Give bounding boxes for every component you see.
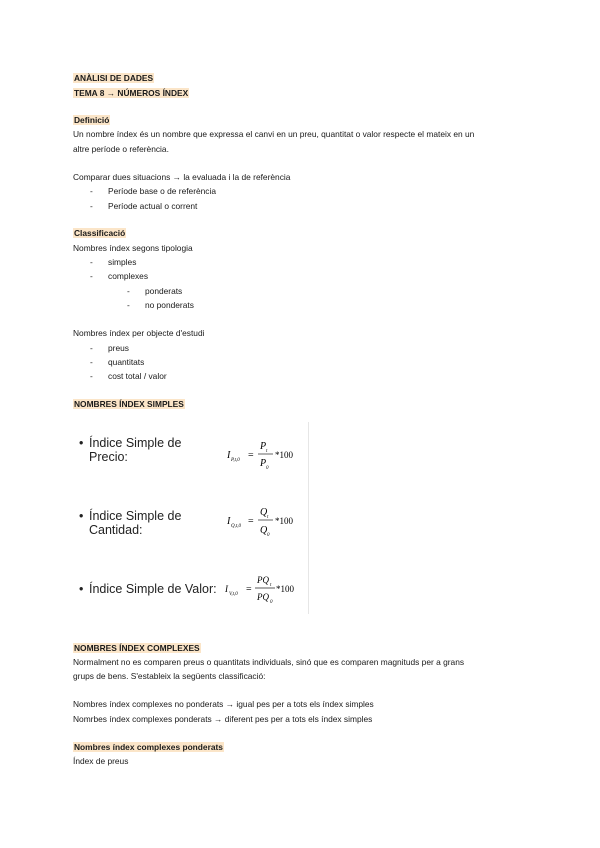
svg-text:I: I	[227, 450, 231, 461]
svg-text:Q: Q	[260, 525, 268, 536]
svg-text:Q: Q	[260, 507, 268, 518]
formula-label-quantity: • Índice Simple de Cantidad:	[79, 509, 182, 537]
svg-text:=: =	[248, 516, 254, 527]
list-item: - Període actual o corrent	[90, 201, 198, 211]
subject-title: ANÀLISI DE DADES	[74, 73, 154, 83]
svg-text:PQ: PQ	[257, 575, 269, 585]
complexes-text-1: Normalment no es comparen preus o quantitats individuals, sinó que es comparen magnituds per a grans	[73, 657, 465, 667]
list-item: - no ponderats	[127, 300, 194, 310]
svg-text:Q,t,0: Q,t,0	[231, 524, 241, 529]
tipologia-title: Nombres índex segons tipologia	[73, 243, 193, 253]
svg-text:V,t,0: V,t,0	[229, 592, 238, 597]
price-formula	[223, 432, 303, 474]
complexes-text-2: grups de bens. S'estableix la següents classificació:	[73, 671, 266, 681]
svg-text:=: =	[246, 584, 252, 595]
quantity-formula	[223, 502, 303, 544]
definicio-heading: Definició	[74, 115, 110, 125]
list-item: - quantitats	[90, 357, 145, 367]
complexes-heading: NOMBRES ÍNDEX COMPLEXES	[74, 643, 200, 653]
list-item: - Període base o de referència	[90, 186, 217, 196]
svg-text:P,t,0: P,t,0	[231, 458, 240, 463]
svg-text:0: 0	[267, 533, 270, 538]
index-preus: Índex de preus	[73, 756, 129, 766]
no-ponderats-text: Nombres índex complexes no ponderats → igual pes per a tots els índex simples	[73, 699, 374, 709]
svg-text:=: =	[248, 450, 254, 461]
list-item: - complexes	[90, 271, 149, 281]
formula-label-value: • Índice Simple de Valor:	[79, 582, 217, 596]
svg-text:*100: *100	[275, 516, 293, 526]
formula-label-price: • Índice Simple de Precio:	[79, 436, 182, 464]
list-item: - ponderats	[127, 286, 183, 296]
definicio-text-1: Un nombre índex és un nombre que expressa el canvi en un preu, quantitat o valor respecte el mateix en un	[73, 129, 475, 139]
value-formula	[223, 570, 307, 612]
svg-text:*100: *100	[276, 584, 294, 594]
svg-text:0: 0	[270, 600, 273, 605]
svg-text:t: t	[266, 449, 268, 454]
svg-text:PQ: PQ	[257, 592, 269, 602]
list-item: - simples	[90, 257, 137, 267]
classificacio-heading: Classificació	[74, 228, 126, 238]
simples-heading: NOMBRES ÍNDEX SIMPLES	[74, 399, 184, 409]
formula-image	[73, 422, 309, 614]
svg-text:t: t	[270, 583, 272, 588]
svg-text:P: P	[260, 441, 267, 452]
comparar-text: Comparar dues situacions → la evaluada i la de referència	[73, 172, 291, 182]
svg-text:P: P	[260, 458, 267, 469]
objecte-title: Nombres índex per objecte d'estudi	[73, 328, 205, 338]
ponderats-heading: Nombres índex complexes ponderats	[74, 742, 223, 752]
list-item: - cost total / valor	[90, 371, 167, 381]
svg-text:0: 0	[266, 466, 269, 471]
topic-title: TEMA 8 → NÚMEROS ÍNDEX	[74, 88, 189, 98]
svg-text:t: t	[267, 515, 269, 520]
svg-text:I: I	[225, 584, 228, 594]
ponderats-text: Nomrbes índex complexes ponderats → diferent pes per a tots els índex simples	[73, 714, 373, 724]
list-item: - preus	[90, 343, 129, 353]
svg-text:*100: *100	[275, 450, 293, 460]
svg-text:I: I	[227, 516, 231, 527]
definicio-text-2: altre període o referència.	[73, 144, 169, 154]
